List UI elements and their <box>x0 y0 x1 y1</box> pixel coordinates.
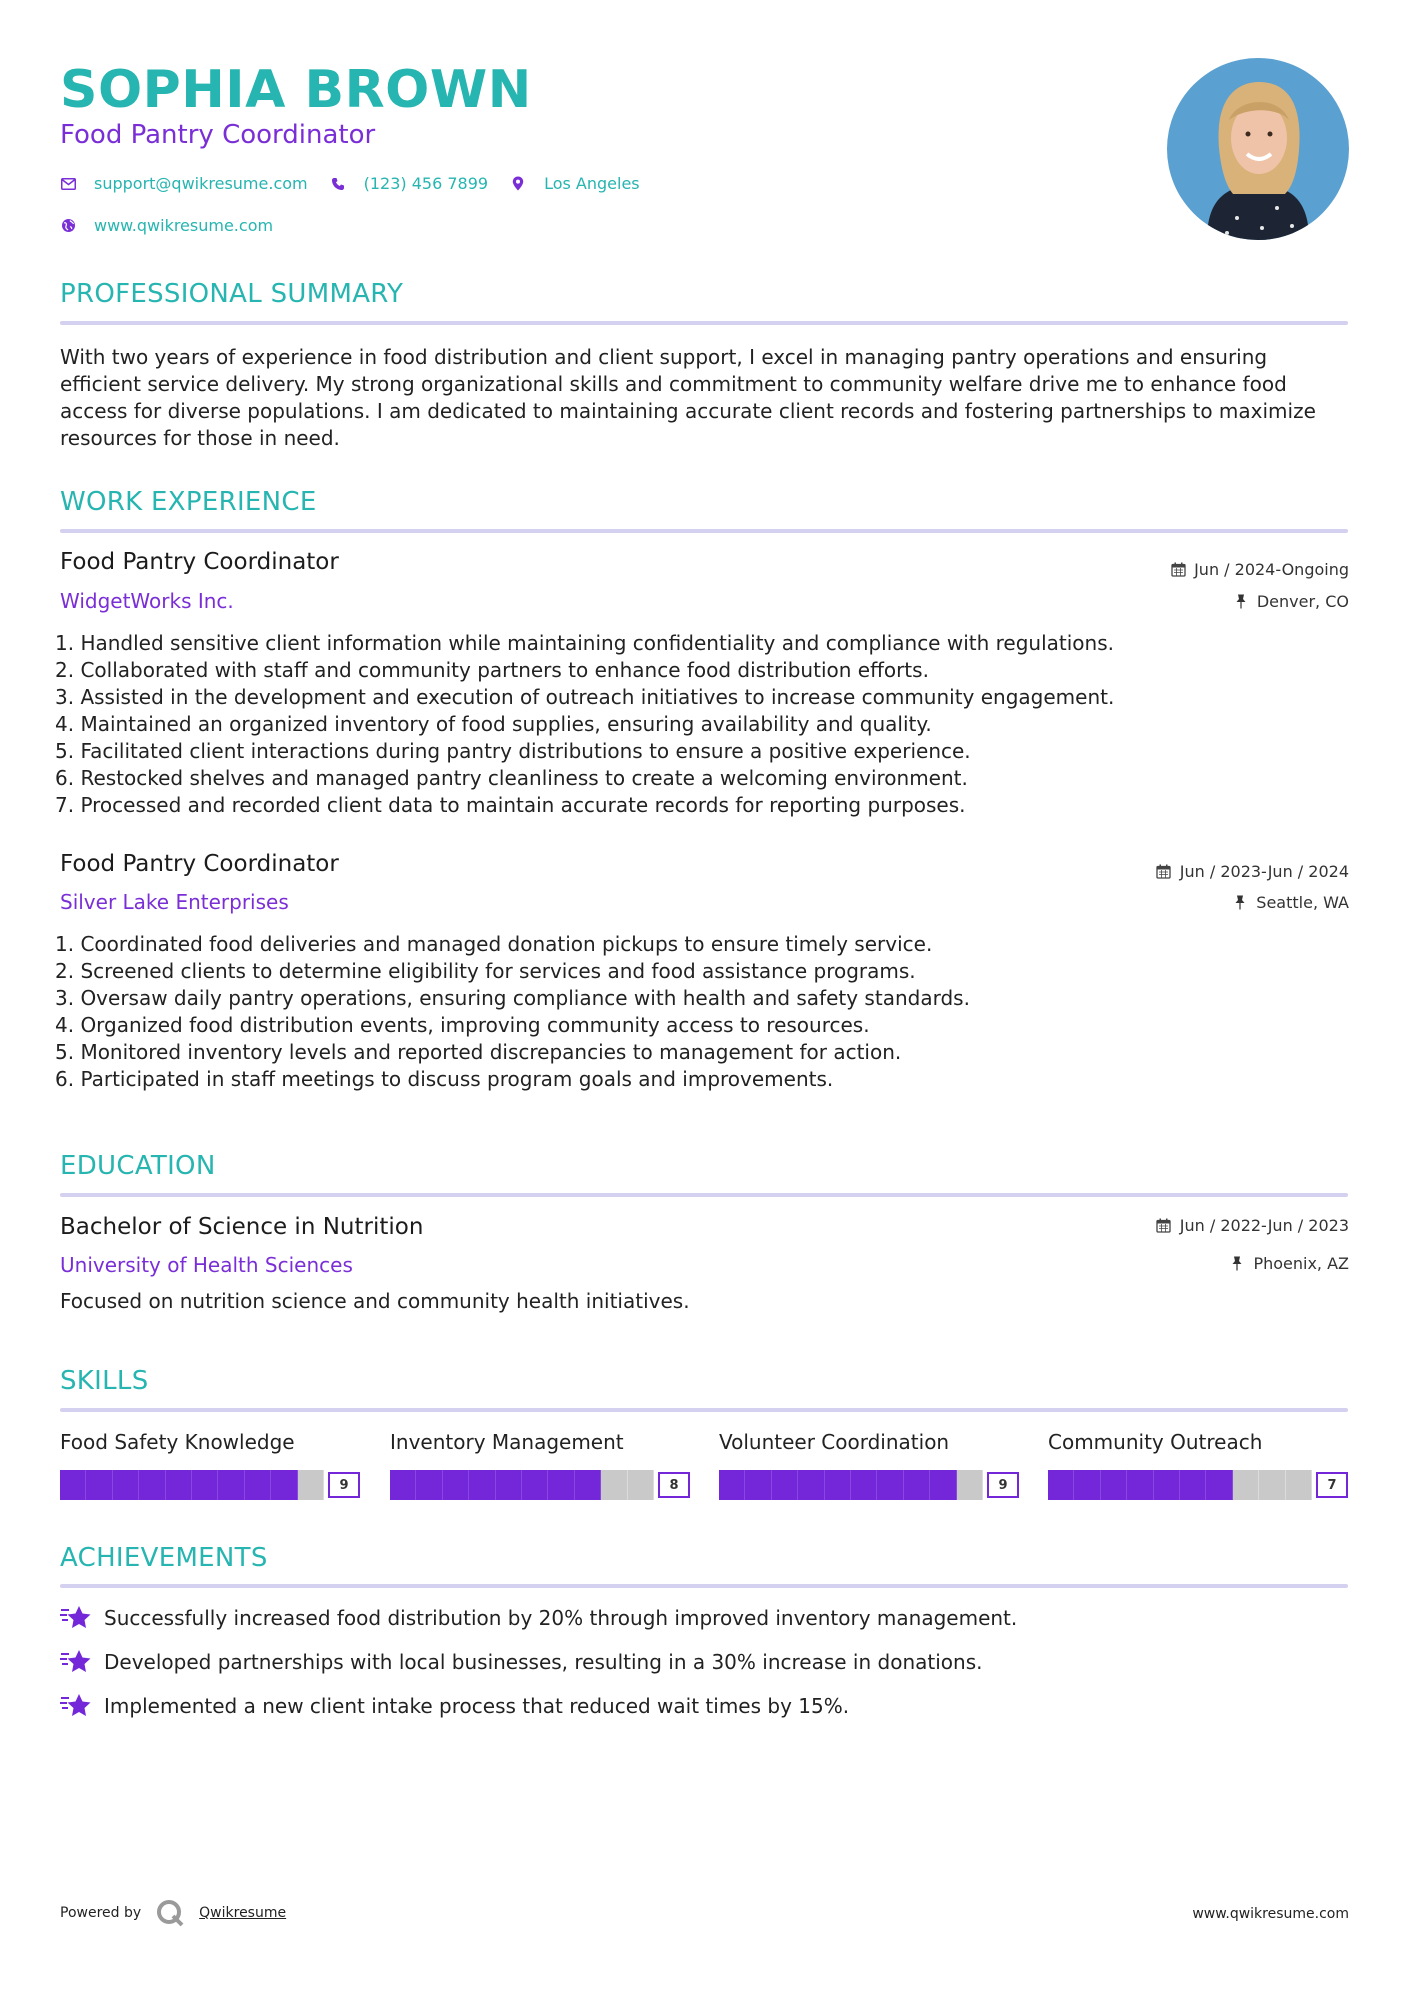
phone-icon <box>330 176 346 192</box>
skill-bar-segment <box>1286 1470 1312 1500</box>
skill-bar-segment <box>1233 1470 1259 1500</box>
star-icon <box>60 1692 92 1720</box>
list-item: 1. Handled sensitive client information while maintaining confidentiality and compliance with regulations. <box>55 631 1114 655</box>
skill-bar-segment <box>1074 1470 1100 1500</box>
list-item: 6. Participated in staff meetings to discuss program goals and improvements. <box>55 1067 834 1091</box>
achievement-item <box>60 1604 1017 1632</box>
email-text: support@qwikresume.com <box>94 174 308 193</box>
powered-by-label: Powered by <box>60 1905 142 1921</box>
skill-bar-segment <box>548 1470 574 1500</box>
school-name: University of Health Sciences <box>60 1253 353 1277</box>
list-item: 4. Maintained an organized inventory of food supplies, ensuring availability and quality. <box>55 712 932 736</box>
list-item: 3. Assisted in the development and execution of outreach initiatives to increase community engagement. <box>55 685 1115 709</box>
skill-bar-segment <box>522 1470 548 1500</box>
job-location-text: Seattle, WA <box>1256 893 1349 912</box>
skill-bar-segment <box>719 1470 745 1500</box>
education-dates <box>1156 1216 1349 1235</box>
list-item: 5. Facilitated client interactions during pantry distributions to ensure a positive experience. <box>55 739 971 763</box>
skill-bar-segment <box>416 1470 442 1500</box>
job-title: Food Pantry Coordinator <box>60 851 339 877</box>
skill-bar-segment <box>443 1470 469 1500</box>
skill-bar-segment <box>930 1470 956 1500</box>
education-heading: EDUCATION <box>60 1151 216 1181</box>
qwikresume-logo-icon <box>155 1898 185 1928</box>
skill-name: Inventory Management <box>390 1430 624 1454</box>
skill-name: Community Outreach <box>1048 1430 1263 1454</box>
skill-bar-segment <box>1180 1470 1206 1500</box>
footer-website[interactable]: www.qwikresume.com <box>1192 1906 1349 1922</box>
degree-title: Bachelor of Science in Nutrition <box>60 1214 424 1240</box>
skill-bar-segment <box>245 1470 271 1500</box>
skill-bar-segment <box>1206 1470 1232 1500</box>
section-divider <box>60 529 1348 533</box>
brand-link[interactable]: Qwikresume <box>199 1905 287 1921</box>
section-divider <box>60 1584 1348 1588</box>
skill-bar-segment <box>166 1470 192 1500</box>
education-dates-text: Jun / 2022-Jun / 2023 <box>1179 1216 1349 1235</box>
skill-item <box>719 1430 1019 1493</box>
achievement-text: Developed partnerships with local businesses, resulting in a 30% increase in donations. <box>104 1650 983 1674</box>
achievements-heading: ACHIEVEMENTS <box>60 1543 268 1573</box>
calendar-icon <box>1156 864 1172 880</box>
skill-bar-segment <box>390 1470 416 1500</box>
skill-bar-segment <box>575 1470 601 1500</box>
achievement-text: Successfully increased food distribution by 20% through improved inventory management. <box>104 1606 1018 1630</box>
section-divider <box>60 321 1348 325</box>
summary-heading: PROFESSIONAL SUMMARY <box>60 279 404 309</box>
skill-bar-segment <box>957 1470 983 1500</box>
skill-score: 9 <box>987 1472 1019 1498</box>
candidate-role: Food Pantry Coordinator <box>60 120 376 150</box>
map-pin-icon <box>510 176 526 192</box>
job-company: Silver Lake Enterprises <box>60 890 289 914</box>
list-item: 3. Oversaw daily pantry operations, ensuring compliance with health and safety standards. <box>55 986 970 1010</box>
experience-heading: WORK EXPERIENCE <box>60 487 317 517</box>
website-text: www.qwikresume.com <box>94 216 274 235</box>
skill-bar-segment <box>628 1470 654 1500</box>
star-icon <box>60 1604 92 1632</box>
contact-email[interactable] <box>60 174 308 193</box>
education-location <box>1229 1254 1349 1273</box>
skill-item <box>60 1430 360 1493</box>
job-title: Food Pantry Coordinator <box>60 549 339 575</box>
envelope-icon <box>60 176 76 192</box>
list-item: 7. Processed and recorded client data to maintain accurate records for reporting purposes. <box>55 793 966 817</box>
list-item: 4. Organized food distribution events, improving community access to resources. <box>55 1013 870 1037</box>
job-bullets <box>55 931 970 1093</box>
pushpin-icon <box>1229 1256 1245 1272</box>
section-divider <box>60 1193 1348 1197</box>
list-item: 1. Coordinated food deliveries and managed donation pickups to ensure timely service. <box>55 932 933 956</box>
skill-level-bar <box>390 1470 690 1500</box>
contact-phone[interactable] <box>330 174 488 193</box>
list-item: 5. Monitored inventory levels and reported discrepancies to management for action. <box>55 1040 902 1064</box>
skill-level-bar <box>719 1470 1019 1500</box>
list-item: 2. Collaborated with staff and community partners to enhance food distribution efforts. <box>55 658 929 682</box>
education-description: Focused on nutrition science and community health initiatives. <box>60 1289 690 1313</box>
skill-bar-segment <box>877 1470 903 1500</box>
summary-text: With two years of experience in food distribution and client support, I excel in managing pantry operations and ensuring efficient service delivery. My strong organizational skills and commitment to community welfare drive me to enhance food access for diverse populations. I am dedicated to maintaining accurate client records and fostering partnerships to maximize resources for those in need. <box>60 345 1316 450</box>
job-dates <box>1156 862 1349 881</box>
skill-bar-segment <box>139 1470 165 1500</box>
skill-bar-segment <box>745 1470 771 1500</box>
skill-name: Food Safety Knowledge <box>60 1430 295 1454</box>
candidate-name: SOPHIA BROWN <box>60 60 532 120</box>
skill-bar-segment <box>86 1470 112 1500</box>
skill-bar-segment <box>113 1470 139 1500</box>
job-company: WidgetWorks Inc. <box>60 589 234 613</box>
footer-powered-by <box>60 1898 286 1928</box>
skill-bar-segment <box>1154 1470 1180 1500</box>
skill-item <box>1048 1430 1348 1493</box>
skill-bar-segment <box>904 1470 930 1500</box>
job-dates <box>1170 560 1349 579</box>
skill-item <box>390 1430 690 1493</box>
pushpin-icon <box>1232 895 1248 911</box>
skill-level-bar <box>1048 1470 1348 1500</box>
star-icon <box>60 1648 92 1676</box>
skill-bar-segment <box>1101 1470 1127 1500</box>
achievement-item <box>60 1692 849 1720</box>
skill-bar-segment <box>601 1470 627 1500</box>
job-location <box>1233 592 1349 611</box>
pushpin-icon <box>1233 594 1249 610</box>
job-bullets <box>55 630 1114 819</box>
skill-bar-segment <box>60 1470 86 1500</box>
skill-bar-segment <box>825 1470 851 1500</box>
contact-website[interactable] <box>60 216 273 235</box>
contact-location <box>510 174 640 193</box>
skill-level-bar <box>60 1470 360 1500</box>
skill-score: 9 <box>328 1472 360 1498</box>
skill-score: 8 <box>658 1472 690 1498</box>
globe-icon <box>60 218 76 234</box>
calendar-icon <box>1156 1218 1172 1234</box>
job-dates-text: Jun / 2024-Ongoing <box>1194 560 1349 579</box>
skill-bar-segment <box>798 1470 824 1500</box>
job-dates-text: Jun / 2023-Jun / 2024 <box>1179 862 1349 881</box>
list-item: 6. Restocked shelves and managed pantry cleanliness to create a welcoming environment. <box>55 766 968 790</box>
skill-bar-segment <box>772 1470 798 1500</box>
skill-bar-segment <box>1048 1470 1074 1500</box>
contact-row <box>60 174 662 193</box>
skill-bar-segment <box>1127 1470 1153 1500</box>
profile-photo <box>1167 58 1349 240</box>
list-item: 2. Screened clients to determine eligibility for services and food assistance programs. <box>55 959 916 983</box>
achievement-item <box>60 1648 982 1676</box>
education-location-text: Phoenix, AZ <box>1253 1254 1349 1273</box>
skill-bar-segment <box>218 1470 244 1500</box>
job-location <box>1232 893 1349 912</box>
skill-bar-segment <box>298 1470 324 1500</box>
calendar-icon <box>1170 562 1186 578</box>
skill-score: 7 <box>1316 1472 1348 1498</box>
skill-bar-segment <box>469 1470 495 1500</box>
skill-name: Volunteer Coordination <box>719 1430 950 1454</box>
phone-text: (123) 456 7899 <box>363 174 489 193</box>
skill-bar-segment <box>192 1470 218 1500</box>
skill-bar-segment <box>1259 1470 1285 1500</box>
skills-heading: SKILLS <box>60 1366 149 1396</box>
skill-bar-segment <box>851 1470 877 1500</box>
skill-bar-segment <box>271 1470 297 1500</box>
contact-row-website <box>60 216 295 235</box>
section-divider <box>60 1408 1348 1412</box>
achievement-text: Implemented a new client intake process that reduced wait times by 15%. <box>104 1694 850 1718</box>
job-location-text: Denver, CO <box>1256 592 1349 611</box>
location-text: Los Angeles <box>544 174 640 193</box>
skill-bar-segment <box>496 1470 522 1500</box>
